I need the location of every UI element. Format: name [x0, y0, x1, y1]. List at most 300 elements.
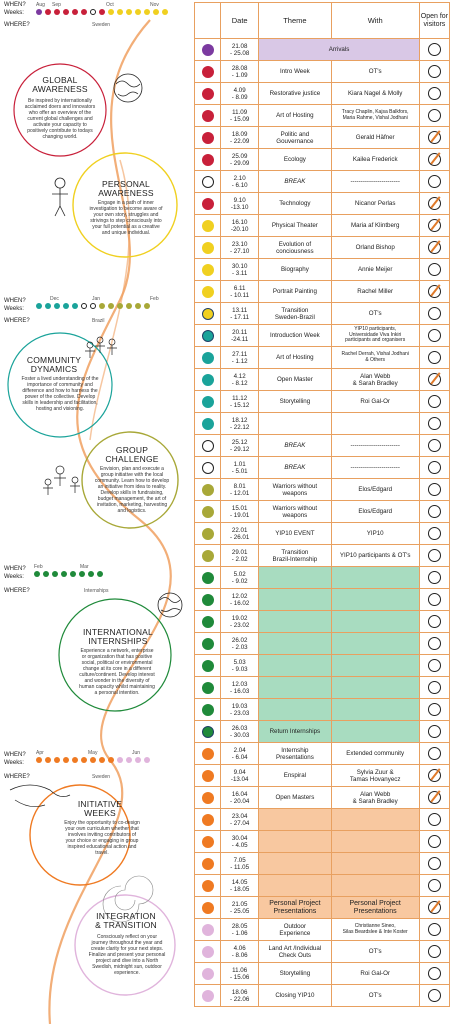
row-color-dot [195, 897, 221, 919]
row-theme: BREAK [259, 435, 331, 457]
week-dot [90, 757, 96, 763]
table-row [195, 303, 450, 325]
empty-circle-icon [428, 505, 441, 518]
week-dot [43, 571, 49, 577]
row-color-dot [195, 369, 221, 391]
table-row [195, 523, 450, 545]
empty-circle-icon [428, 483, 441, 496]
where-label-2: WHERE? [4, 318, 30, 324]
row-with: YIP10 participants & OT's [331, 545, 419, 567]
row-color-dot [195, 215, 221, 237]
empty-circle-icon [428, 593, 441, 606]
row-date: 18.09 - 22.09 [221, 127, 259, 149]
table-row [195, 589, 450, 611]
group-drawing-icon [43, 466, 80, 495]
week-dot [63, 757, 69, 763]
row-theme: Personal Project Presentations [259, 897, 331, 919]
when-label-4: WHEN? [4, 752, 26, 758]
row-date: 6.11 - 10.11 [221, 281, 259, 303]
row-with: YIP10 [331, 523, 419, 545]
globe-icon [114, 74, 142, 102]
weeks-label-4: Weeks: [4, 760, 24, 766]
row-color-dot [195, 919, 221, 941]
row-with: Rachel Derrah, Vishal Jodhani & Others [331, 347, 419, 369]
month-jun: Jun [132, 750, 141, 756]
row-date: 23.04 - 27.04 [221, 809, 259, 831]
row-with [331, 721, 419, 743]
row-with [331, 677, 419, 699]
row-visitor-checkbox[interactable] [419, 501, 449, 523]
week-dot [126, 757, 132, 763]
row-visitor-checkbox[interactable] [419, 699, 449, 721]
text-initiative-weeks: Enjoy the opportunity to co-design your own curriculum whether that involves inviting contributors of your choice or engaging in group inspired educational action and travel. [64, 820, 140, 856]
where-label-4: WHERE? [4, 774, 30, 780]
row-color-dot [195, 39, 221, 61]
row-theme: Return Internships [259, 721, 331, 743]
week-dot [99, 303, 105, 309]
month-mar: Mar [80, 564, 89, 570]
row-visitor-checkbox[interactable] [419, 985, 449, 1007]
week-dot [61, 571, 67, 577]
row-theme [259, 589, 331, 611]
empty-circle-icon [428, 395, 441, 408]
row-with: Christianne Sineo, Silas Beardslee & Inte Koster [331, 919, 419, 941]
week-dot [90, 9, 96, 15]
row-visitor-checkbox[interactable] [419, 105, 449, 127]
row-date: 30.10 - 3.11 [221, 259, 259, 281]
empty-circle-icon [428, 945, 441, 958]
empty-circle-icon [428, 417, 441, 430]
row-visitor-checkbox[interactable] [419, 545, 449, 567]
table-row [195, 963, 450, 985]
table-row [195, 413, 450, 435]
row-color-dot [195, 611, 221, 633]
row-visitor-checkbox[interactable] [419, 215, 449, 237]
weeks-label-1: Weeks: [4, 10, 24, 16]
place-6: Sweden [92, 774, 111, 780]
row-color-dot [195, 677, 221, 699]
table-row [195, 149, 450, 171]
table-row [195, 809, 450, 831]
row-visitor-checkbox[interactable] [419, 237, 449, 259]
table-row [195, 721, 450, 743]
row-date: 27.11 - 1.12 [221, 347, 259, 369]
row-color-dot [195, 413, 221, 435]
row-with: Alan Webb & Sarah Bradley [331, 787, 419, 809]
row-color-dot [195, 193, 221, 215]
row-visitor-checkbox[interactable] [419, 413, 449, 435]
week-dot [162, 9, 168, 15]
row-visitor-checkbox[interactable] [419, 897, 449, 919]
row-with: Kiara Nagel & Molly [331, 83, 419, 105]
row-color-dot [195, 83, 221, 105]
row-date: 19.02 - 23.02 [221, 611, 259, 633]
row-date: 21.08 - 25.08 [221, 39, 259, 61]
table-row [195, 325, 450, 347]
row-with: Alan Webb & Sarah Bradley [331, 369, 419, 391]
title-initiative-weeks: INITIATIVE WEEKS [77, 799, 123, 818]
row-color-dot [195, 941, 221, 963]
row-color-dot [195, 655, 221, 677]
week-dot [135, 303, 141, 309]
row-visitor-checkbox[interactable] [419, 303, 449, 325]
table-row [195, 237, 450, 259]
row-date: 22.01 - 26.01 [221, 523, 259, 545]
row-date: 9.04 -13.04 [221, 765, 259, 787]
row-visitor-checkbox[interactable] [419, 809, 449, 831]
checked-circle-icon [428, 791, 441, 804]
table-row [195, 743, 450, 765]
row-with: Sylvia Zuur & Tamas Hovanyecz [331, 765, 419, 787]
row-date: 16.04 - 20.04 [221, 787, 259, 809]
row-visitor-checkbox[interactable] [419, 259, 449, 281]
row-theme: Open Master [259, 369, 331, 391]
row-color-dot [195, 501, 221, 523]
row-visitor-checkbox[interactable] [419, 721, 449, 743]
row-theme: Warriors without weapons [259, 501, 331, 523]
row-theme [259, 655, 331, 677]
row-color-dot [195, 325, 221, 347]
row-theme: Evolution of conciousness [259, 237, 331, 259]
row-with [331, 589, 419, 611]
row-theme: Open Masters [259, 787, 331, 809]
row-theme: Introduction Week [259, 325, 331, 347]
week-dot [153, 9, 159, 15]
row-theme: Storytelling [259, 963, 331, 985]
row-theme: Art of Hosting [259, 347, 331, 369]
row-visitor-checkbox[interactable] [419, 919, 449, 941]
row-theme [259, 633, 331, 655]
where-label-3: WHERE? [4, 588, 30, 594]
row-color-dot [195, 523, 221, 545]
place-3: Brazil [92, 318, 105, 324]
row-visitor-checkbox[interactable] [419, 171, 449, 193]
row-color-dot [195, 743, 221, 765]
empty-circle-icon [428, 923, 441, 936]
row-visitor-checkbox[interactable] [419, 787, 449, 809]
row-with: Elos/Edgard [331, 501, 419, 523]
row-visitor-checkbox[interactable] [419, 457, 449, 479]
row-visitor-checkbox[interactable] [419, 523, 449, 545]
title-group-challenge: GROUP CHALLENGE [105, 445, 159, 464]
row-color-dot [195, 127, 221, 149]
header-date: Date [221, 3, 259, 39]
week-dot [108, 757, 114, 763]
week-dot [99, 757, 105, 763]
empty-circle-icon [428, 747, 441, 760]
row-visitor-checkbox[interactable] [419, 567, 449, 589]
empty-circle-icon [428, 263, 441, 276]
table-row [195, 897, 450, 919]
row-visitor-checkbox[interactable] [419, 281, 449, 303]
row-visitor-checkbox[interactable] [419, 61, 449, 83]
checked-circle-icon [428, 285, 441, 298]
row-date: 11.12 - 15.12 [221, 391, 259, 413]
row-date: 12.03 - 16.03 [221, 677, 259, 699]
empty-circle-icon [428, 351, 441, 364]
row-with: Kailea Frederick [331, 149, 419, 171]
row-color-dot [195, 281, 221, 303]
week-dot [72, 9, 78, 15]
row-color-dot [195, 545, 221, 567]
week-dot [72, 757, 78, 763]
row-color-dot [195, 457, 221, 479]
week-dot [54, 303, 60, 309]
row-visitor-checkbox[interactable] [419, 127, 449, 149]
row-visitor-checkbox[interactable] [419, 83, 449, 105]
week-dot [54, 9, 60, 15]
row-date: 18.12 - 22.12 [221, 413, 259, 435]
row-theme [259, 699, 331, 721]
row-with: Personal Project Presentations [331, 897, 419, 919]
row-visitor-checkbox[interactable] [419, 963, 449, 985]
table-row [195, 699, 450, 721]
row-visitor-checkbox[interactable] [419, 193, 449, 215]
text-community-dynamics: Foster a lived understanding of the importance of community and difference and how to harness the power of the collective. Develop skills in leadership and facilitation, hosting and visioning. [21, 376, 99, 412]
row-visitor-checkbox[interactable] [419, 589, 449, 611]
week-dot [45, 303, 51, 309]
row-theme: Biography [259, 259, 331, 281]
row-color-dot [195, 391, 221, 413]
row-visitor-checkbox[interactable] [419, 325, 449, 347]
row-color-dot [195, 61, 221, 83]
row-with [331, 413, 419, 435]
checked-circle-icon [428, 153, 441, 166]
week-dot [126, 303, 132, 309]
row-with: Orland Bishop [331, 237, 419, 259]
row-visitor-checkbox[interactable] [419, 39, 449, 61]
when-label-1: WHEN? [4, 2, 26, 8]
weeks-label-2: Weeks: [4, 306, 24, 312]
week-dot [45, 757, 51, 763]
row-date: 26.03 - 30.03 [221, 721, 259, 743]
empty-circle-icon [428, 571, 441, 584]
row-visitor-checkbox[interactable] [419, 853, 449, 875]
row-color-dot [195, 347, 221, 369]
row-theme [259, 809, 331, 831]
month-sep: Sep [52, 2, 61, 8]
week-dot [117, 9, 123, 15]
row-theme: BREAK [259, 171, 331, 193]
month-dec: Dec [50, 296, 59, 302]
row-theme: Portrait Painting [259, 281, 331, 303]
row-theme [259, 413, 331, 435]
row-visitor-checkbox[interactable] [419, 391, 449, 413]
row-color-dot [195, 765, 221, 787]
row-theme: Arrivals [259, 39, 420, 61]
table-row [195, 39, 450, 61]
empty-circle-icon [428, 549, 441, 562]
row-color-dot [195, 699, 221, 721]
row-visitor-checkbox[interactable] [419, 479, 449, 501]
empty-circle-icon [428, 109, 441, 122]
row-visitor-checkbox[interactable] [419, 149, 449, 171]
row-with: ------------------------ [331, 457, 419, 479]
row-color-dot [195, 105, 221, 127]
table-row [195, 633, 450, 655]
table-row [195, 457, 450, 479]
row-color-dot [195, 171, 221, 193]
row-date: 8.01 - 12.01 [221, 479, 259, 501]
row-date: 13.11 - 17.11 [221, 303, 259, 325]
month-aug: Aug [36, 2, 45, 8]
week-dot [108, 303, 114, 309]
table-row [195, 787, 450, 809]
row-color-dot [195, 875, 221, 897]
row-date: 25.12 - 29.12 [221, 435, 259, 457]
table-row [195, 347, 450, 369]
schedule-body [195, 39, 450, 1007]
table-row [195, 83, 450, 105]
empty-circle-icon [428, 65, 441, 78]
empty-circle-icon [428, 43, 441, 56]
month-apr: Apr [36, 750, 44, 756]
row-visitor-checkbox[interactable] [419, 941, 449, 963]
row-visitor-checkbox[interactable] [419, 765, 449, 787]
header-with: With [331, 3, 419, 39]
row-theme: Transition Sweden-Brazil [259, 303, 331, 325]
text-group-challenge: Envision, plan and execute a group initiative with the local community. Learn how to develop an initiative from idea to reality. Develop skills in fundraising, budget management, the art of invitation, marketing, harvesting and logistics. [94, 466, 170, 514]
table-row [195, 765, 450, 787]
title-personal-awareness: PERSONAL AWARENESS [98, 179, 154, 198]
row-color-dot [195, 963, 221, 985]
week-dot [144, 757, 150, 763]
row-date: 2.04 - 6.04 [221, 743, 259, 765]
week-dot [135, 9, 141, 15]
table-row [195, 193, 450, 215]
row-with: OT's [331, 941, 419, 963]
row-date: 7.05 - 11.05 [221, 853, 259, 875]
row-with: Maria af Klintberg [331, 215, 419, 237]
row-date: 28.05 - 1.06 [221, 919, 259, 941]
row-date: 1.01 - 5.01 [221, 457, 259, 479]
row-date: 21.05 - 25.05 [221, 897, 259, 919]
row-visitor-checkbox[interactable] [419, 875, 449, 897]
week-dot [81, 9, 87, 15]
row-theme: Restorative justice [259, 83, 331, 105]
row-with: ------------------------ [331, 171, 419, 193]
row-color-dot [195, 259, 221, 281]
month-nov: Nov [150, 2, 159, 8]
table-row [195, 919, 450, 941]
checked-circle-icon [428, 197, 441, 210]
row-with: Extended community [331, 743, 419, 765]
week-dot [126, 9, 132, 15]
row-with: Roi Gal-Or [331, 391, 419, 413]
row-color-dot [195, 633, 221, 655]
row-color-dot [195, 809, 221, 831]
row-date: 4.06 - 8.06 [221, 941, 259, 963]
row-theme: Outdoor Experience [259, 919, 331, 941]
row-with: Roi Gal-Or [331, 963, 419, 985]
table-row [195, 61, 450, 83]
row-with: Rachel Miller [331, 281, 419, 303]
place-5: Internships [84, 588, 109, 594]
week-dot [54, 757, 60, 763]
month-jan: Jan [92, 296, 101, 302]
row-theme [259, 853, 331, 875]
week-dot [97, 571, 103, 577]
row-theme [259, 567, 331, 589]
row-color-dot [195, 985, 221, 1007]
weeks-label-3: Weeks: [4, 574, 24, 580]
table-row [195, 435, 450, 457]
row-date: 15.01 - 19.01 [221, 501, 259, 523]
row-theme: YIP10 EVENT [259, 523, 331, 545]
row-date: 26.02 - 2.03 [221, 633, 259, 655]
row-theme: BREAK [259, 457, 331, 479]
empty-circle-icon [428, 813, 441, 826]
row-with [331, 809, 419, 831]
table-row [195, 391, 450, 413]
row-date: 18.06 - 22.06 [221, 985, 259, 1007]
empty-circle-icon [428, 857, 441, 870]
month-oct: Oct [106, 2, 114, 8]
row-date: 4.12 - 8.12 [221, 369, 259, 391]
row-theme: Transition Brazil-Internship [259, 545, 331, 567]
row-date: 4.09 - 8.09 [221, 83, 259, 105]
row-visitor-checkbox[interactable] [419, 435, 449, 457]
row-visitor-checkbox[interactable] [419, 633, 449, 655]
row-visitor-checkbox[interactable] [419, 369, 449, 391]
table-row [195, 875, 450, 897]
table-row [195, 105, 450, 127]
when-label-2: WHEN? [4, 298, 26, 304]
week-dot [70, 571, 76, 577]
table-row [195, 853, 450, 875]
checked-circle-icon [428, 373, 441, 386]
title-community-dynamics: COMMUNITY DYNAMICS [26, 355, 82, 374]
week-dot [34, 571, 40, 577]
checked-circle-icon [428, 131, 441, 144]
table-row [195, 127, 450, 149]
row-date: 5.02 - 9.02 [221, 567, 259, 589]
week-dot [99, 9, 105, 15]
row-date: 2.10 - 6.10 [221, 171, 259, 193]
row-theme [259, 677, 331, 699]
row-with: OT's [331, 61, 419, 83]
row-visitor-checkbox[interactable] [419, 611, 449, 633]
row-date: 16.10 -20.10 [221, 215, 259, 237]
row-theme [259, 611, 331, 633]
row-with: Annie Meijer [331, 259, 419, 281]
title-international-internships: INTERNATIONAL INTERNSHIPS [83, 627, 153, 646]
row-with [331, 875, 419, 897]
row-with [331, 567, 419, 589]
row-visitor-checkbox[interactable] [419, 677, 449, 699]
row-date: 12.02 - 16.02 [221, 589, 259, 611]
header-dot [195, 3, 221, 39]
week-dot [36, 9, 42, 15]
row-date: 11.09 - 15.09 [221, 105, 259, 127]
row-theme [259, 831, 331, 853]
row-color-dot [195, 567, 221, 589]
row-visitor-checkbox[interactable] [419, 831, 449, 853]
row-theme: Art of Hosting [259, 105, 331, 127]
row-visitor-checkbox[interactable] [419, 655, 449, 677]
week-dot [117, 303, 123, 309]
row-theme: Politic and Gouvernance [259, 127, 331, 149]
row-date: 28.08 - 1.09 [221, 61, 259, 83]
empty-circle-icon [428, 681, 441, 694]
row-visitor-checkbox[interactable] [419, 347, 449, 369]
row-date: 20.11 -24.11 [221, 325, 259, 347]
week-dot [45, 9, 51, 15]
row-visitor-checkbox[interactable] [419, 743, 449, 765]
row-with [331, 853, 419, 875]
row-with: Gerald Häfner [331, 127, 419, 149]
empty-circle-icon [428, 637, 441, 650]
